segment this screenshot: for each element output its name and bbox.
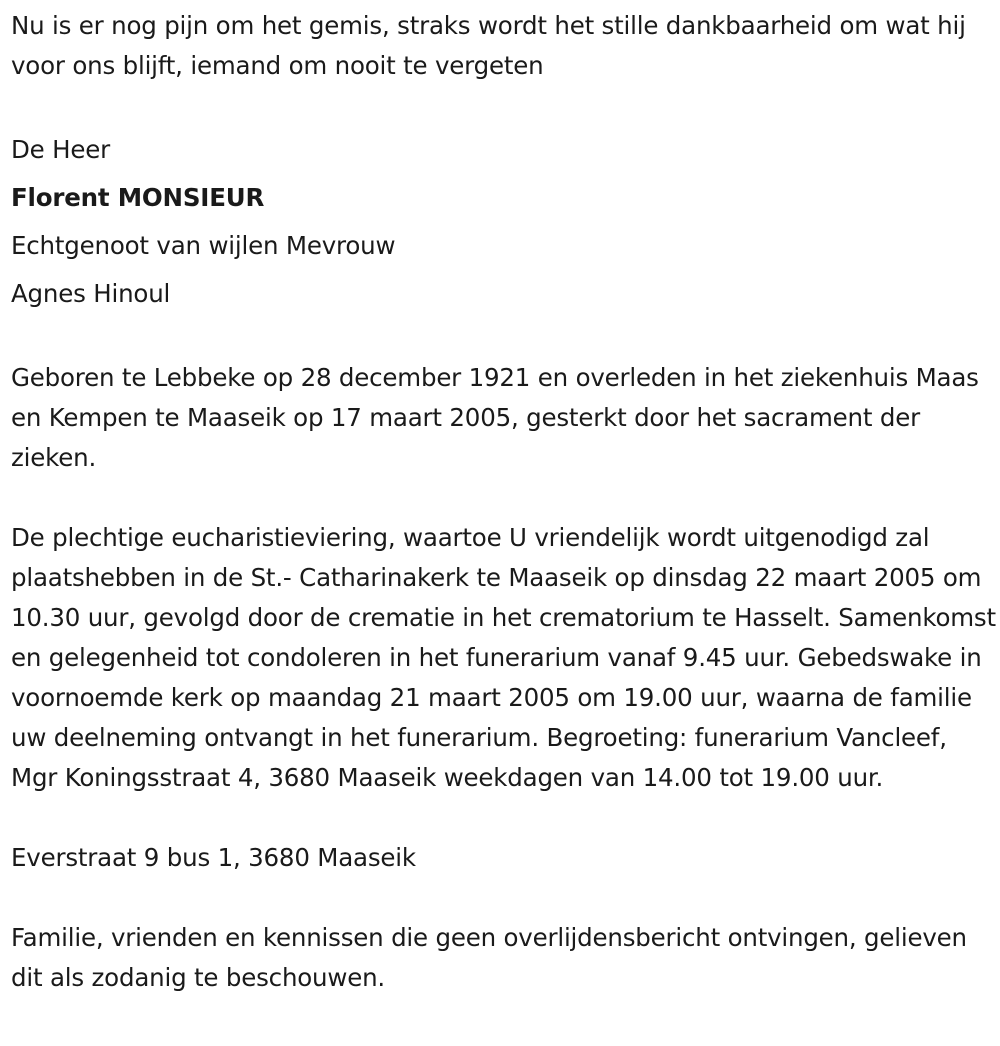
spacer [11,878,996,918]
obituary-document [11,6,996,998]
spacer [11,86,996,126]
address-line: Everstraat 9 bus 1, 3680 Maaseik [11,843,416,872]
birth-death-paragraph: Geboren te Lebbeke op 28 december 1921 en overleden in het ziekenhuis Maas en Kempen te Maaseik op 17 maart 2005, gesterkt door het sacrament der zieken. [11,363,979,472]
spacer [11,478,996,518]
intro-verse: Nu is er nog pijn om het gemis, straks wordt het stille dankbaarheid om wat hij voor ons blijft, iemand om nooit te vergeten [11,11,966,80]
deceased-name: Florent MONSIEUR [11,183,265,212]
spouse-line-1: Echtgenoot van wijlen Mevrouw [11,231,396,260]
spacer [11,318,996,358]
closing-paragraph: Familie, vrienden en kennissen die geen overlijdensbericht ontvingen, gelieven dit als zodanig te beschouwen. [11,923,967,992]
spouse-line-2: Agnes Hinoul [11,279,171,308]
ceremony-paragraph: De plechtige eucharistieviering, waartoe U vriendelijk wordt uitgenodigd zal plaatshebben in de St.- Catharinakerk te Maaseik op dinsdag 22 maart 2005 om 10.30 uur, gevolgd door de crematie in het crematorium te Hasselt. Samenkomst en gelegenheid tot condoleren in het funerarium vanaf 9.45 uur. Gebedswake in voornoemde kerk op maandag 21 maart 2005 om 19.00 uur, waarna de familie uw deelneming ontvangt in het funerarium. Begroeting: funerarium Vancleef, Mgr Koningsstraat 4, 3680 Maaseik weekdagen van 14.00 tot 19.00 uur. [11,523,996,792]
spacer [11,798,996,838]
honorific-title: De Heer [11,135,110,164]
